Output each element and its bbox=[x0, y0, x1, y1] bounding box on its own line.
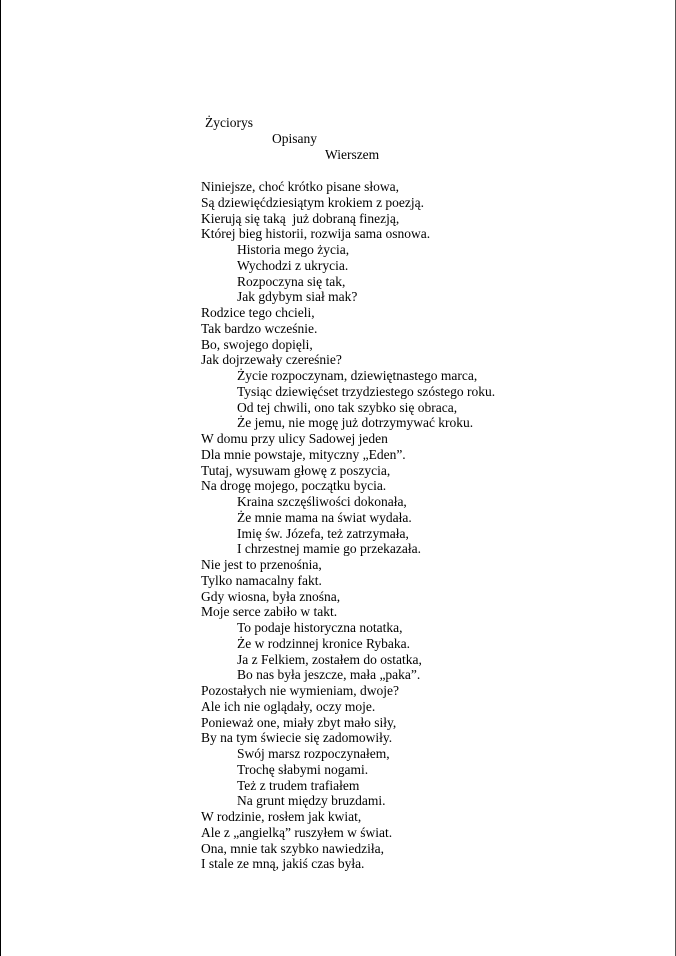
poem-line: Na drogę mojego, początku bycia. bbox=[201, 478, 387, 494]
poem-stanza bbox=[201, 557, 661, 620]
poem-line: Na grunt między bruzdami. bbox=[237, 793, 386, 809]
poem-line: Jak dojrzewały czereśnie? bbox=[201, 352, 342, 368]
poem-line: Której bieg historii, rozwija sama osnowa. bbox=[201, 226, 431, 242]
poem-line: Moje serce zabiło w takt. bbox=[201, 604, 338, 620]
poem-body bbox=[201, 179, 661, 872]
poem-title-line-3: Wierszem bbox=[325, 147, 380, 162]
poem-line: Kierują się taką już dobraną finezją, bbox=[201, 210, 400, 226]
poem-line: W rodzinie, rosłem jak kwiat, bbox=[201, 809, 362, 824]
poem-line: Ale z „angielką” ruszyłem w świat. bbox=[201, 824, 393, 840]
poem-line: Ponieważ one, miały zbyt mało siły, bbox=[201, 714, 397, 730]
poem-line: Rodzice tego chcieli, bbox=[201, 305, 315, 320]
poem-line: Życie rozpoczynam, dziewiętnastego marca, bbox=[237, 368, 478, 383]
poem-line: Że mnie mama na świat wydała. bbox=[237, 509, 412, 525]
poem-line: Od tej chwili, ono tak szybko się obraca, bbox=[237, 399, 458, 415]
poem-line: Bo, swojego dopięli, bbox=[201, 336, 313, 352]
poem-title-line-1: Życiorys bbox=[205, 115, 253, 130]
poem-line: Że w rodzinnej kronice Rybaka. bbox=[237, 635, 411, 651]
poem-line: Ja z Felkiem, zostałem do ostatka, bbox=[237, 651, 422, 667]
poem-line: Rozpoczyna się tak, bbox=[237, 273, 346, 289]
poem-line: Imię św. Józefa, też zatrzymała, bbox=[237, 525, 409, 541]
page-border-left bbox=[0, 0, 1, 956]
poem-line: Dla mnie powstaje, mityczny „Eden”. bbox=[201, 446, 406, 462]
poem-stanza bbox=[201, 242, 661, 305]
poem-line: Wychodzi z ukrycia. bbox=[237, 257, 349, 273]
poem-line: Kraina szczęśliwości dokonała, bbox=[237, 494, 407, 509]
poem-line: Trochę słabymi nogami. bbox=[237, 761, 369, 777]
poem-line: Jak gdybym siał mak? bbox=[237, 289, 358, 305]
poem-line: Też z trudem trafiałem bbox=[237, 777, 360, 793]
poem-stanza bbox=[201, 179, 661, 242]
poem-line: Gdy wiosna, była znośna, bbox=[201, 588, 341, 604]
poem-line: Bo nas była jeszcze, mała „paka”. bbox=[237, 667, 421, 683]
poem-line: Nie jest to przenośnia, bbox=[201, 557, 322, 572]
poem-stanza bbox=[201, 431, 661, 494]
poem-stanza bbox=[201, 368, 661, 431]
poem-line: Tysiąc dziewięćset trzydziestego szóstego roku. bbox=[237, 383, 496, 399]
poem-stanza bbox=[201, 683, 661, 746]
poem-line: Swój marsz rozpoczynałem, bbox=[237, 746, 390, 761]
poem-line: To podaje historyczna notatka, bbox=[237, 620, 403, 635]
poem-line: Ona, mnie tak szybko nawiedziła, bbox=[201, 840, 384, 856]
poem-line: Historia mego życia, bbox=[237, 242, 350, 257]
poem-line: Tylko namacalny fakt. bbox=[201, 572, 322, 588]
poem-line: I chrzestnej mamie go przekazała. bbox=[237, 541, 422, 557]
poem-stanza bbox=[201, 494, 661, 557]
poem-line: Są dziewięćdziesiątym krokiem z poezją. bbox=[201, 194, 425, 210]
poem-line: Tak bardzo wcześnie. bbox=[201, 320, 318, 336]
poem-line: Że jemu, nie mogę już dotrzymywać kroku. bbox=[237, 415, 474, 431]
poem-stanza bbox=[201, 809, 661, 872]
poem-line: Niniejsze, choć krótko pisane słowa, bbox=[201, 179, 399, 194]
poem-line: Tutaj, wysuwam głowę z poszycia, bbox=[201, 462, 391, 478]
poem-stanza bbox=[201, 305, 661, 368]
poem-stanza bbox=[201, 746, 661, 809]
poem-line: W domu przy ulicy Sadowej jeden bbox=[201, 431, 388, 446]
poem-line: I stale ze mną, jakiś czas była. bbox=[201, 856, 365, 872]
poem-line: Pozostałych nie wymieniam, dwoje? bbox=[201, 683, 399, 698]
poem-line: Ale ich nie oglądały, oczy moje. bbox=[201, 698, 376, 714]
poem-stanza bbox=[201, 620, 661, 683]
poem-line: By na tym świecie się zadomowiły. bbox=[201, 730, 393, 746]
poem-title-line-2: Opisany bbox=[272, 131, 317, 146]
